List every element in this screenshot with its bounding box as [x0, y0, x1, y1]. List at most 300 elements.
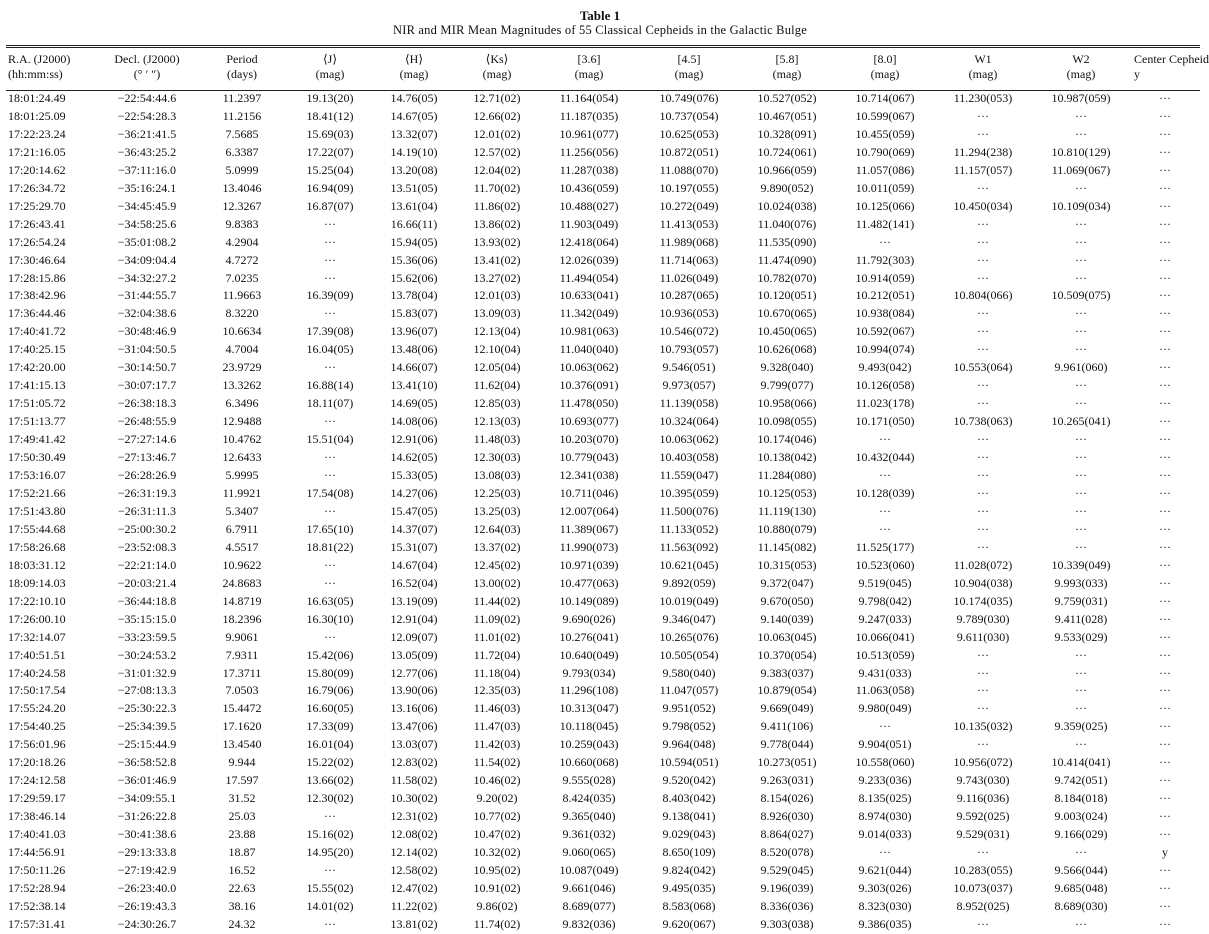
table-cell: 12.31(02): [390, 809, 438, 824]
table-cell: −31:04:50.5: [117, 342, 177, 357]
table-cell: 6.3387: [225, 144, 259, 159]
table-cell: 10.633(041): [559, 288, 619, 303]
table-cell: 17:55:24.20: [8, 701, 66, 716]
column-name: [4.5]: [677, 52, 701, 66]
table-row: [6, 916, 1200, 934]
table-cell: 15.16(02): [306, 827, 354, 842]
table-cell: −30:24:53.2: [117, 647, 177, 662]
table-row: [6, 826, 1200, 844]
table-row: [6, 234, 1200, 252]
table-cell: 10.063(062): [559, 360, 619, 375]
column-name: ⟨Ks⟩: [485, 52, 509, 66]
table-cell: ···: [1075, 234, 1087, 249]
table-cell: 11.133(052): [659, 521, 719, 536]
table-cell: 17:40:41.72: [8, 324, 66, 339]
table-cell: 9.993(033): [1054, 575, 1108, 590]
table-cell: −24:30:26.7: [117, 916, 177, 931]
table-cell: ···: [977, 378, 989, 393]
table-cell: 9.670(050): [760, 593, 814, 608]
table-cell: ···: [1159, 629, 1171, 644]
table-cell: ···: [977, 737, 989, 752]
table-row: [6, 270, 1200, 288]
table-cell: −26:19:43.3: [117, 898, 177, 913]
table-cell: ···: [977, 845, 989, 860]
table-cell: 9.620(067): [662, 916, 716, 931]
table-cell: 9.890(052): [760, 180, 814, 195]
table-cell: 10.810(129): [1051, 144, 1111, 159]
table-cell: ···: [977, 916, 989, 931]
table-cell: 17:51:43.80: [8, 503, 66, 518]
table-cell: 10.46(02): [473, 773, 521, 788]
table-cell: 10.546(072): [659, 324, 719, 339]
table-cell: 11.474(090): [757, 252, 817, 267]
table-cell: ···: [1159, 234, 1171, 249]
table-cell: 17.33(09): [306, 719, 354, 734]
table-cell: 23.88: [228, 827, 256, 842]
table-cell: 8.424(035): [562, 791, 616, 806]
table-cell: 12.341(038): [559, 468, 619, 483]
table-cell: 17:25:29.70: [8, 198, 66, 213]
column-name: R.A. (J2000): [8, 52, 71, 66]
table-subtitle: NIR and MIR Mean Magnitudes of 55 Classical Cepheids in the Galactic Bulge: [392, 23, 808, 37]
table-cell: 10.174(046): [757, 432, 817, 447]
table-cell: 13.09(03): [473, 306, 521, 321]
table-cell: 10.174(035): [953, 593, 1013, 608]
table-cell: 12.3267: [222, 198, 262, 213]
table-cell: 4.2904: [225, 234, 259, 249]
table-cell: 12.09(07): [390, 629, 438, 644]
table-cell: ···: [1159, 342, 1171, 357]
table-cell: −27:13:46.7: [117, 450, 177, 465]
table-cell: 13.78(04): [390, 288, 438, 303]
table-cell: 8.864(027): [760, 827, 814, 842]
table-cell: −36:21:41.5: [117, 126, 177, 141]
table-cell: ···: [324, 306, 336, 321]
table-cell: 16.79(06): [306, 683, 354, 698]
cepheid-table: [6, 52, 1209, 934]
table-cell: 11.187(035): [559, 108, 619, 123]
table-cell: ···: [977, 701, 989, 716]
table-cell: ···: [1159, 468, 1171, 483]
table-cell: 10.4762: [222, 432, 262, 447]
table-cell: 14.08(06): [390, 414, 438, 429]
table-cell: ···: [977, 539, 989, 554]
table-cell: 10.019(049): [659, 593, 719, 608]
column-name: ⟨H⟩: [404, 52, 424, 66]
table-cell: ···: [977, 665, 989, 680]
table-cell: 9.621(044): [858, 862, 912, 877]
table-cell: 12.026(039): [559, 252, 619, 267]
table-cell: 10.6634: [222, 324, 262, 339]
table-cell: ···: [1159, 198, 1171, 213]
table-cell: 9.140(039): [760, 611, 814, 626]
table-row: [6, 682, 1200, 700]
table-cell: 16.04(05): [306, 342, 354, 357]
column-name: Period: [226, 52, 258, 66]
table-row: [6, 341, 1200, 359]
table-cell: ···: [1159, 396, 1171, 411]
table-cell: 10.265(041): [1051, 414, 1111, 429]
table-cell: 9.580(040): [662, 665, 716, 680]
table-cell: 11.028(072): [953, 557, 1013, 572]
table-cell: 10.790(069): [855, 144, 915, 159]
table-cell: −34:58:25.6: [117, 216, 177, 231]
table-cell: 9.247(033): [858, 611, 912, 626]
table-cell: ···: [1159, 450, 1171, 465]
table-cell: 16.63(05): [306, 593, 354, 608]
table-cell: 8.650(109): [662, 845, 716, 860]
table-row: [6, 718, 1200, 736]
table-cell: 12.08(02): [390, 827, 438, 842]
table-cell: 11.535(090): [757, 234, 817, 249]
table-cell: ···: [1159, 898, 1171, 913]
table-cell: 15.83(07): [390, 306, 438, 321]
table-title: Table 1: [579, 8, 621, 23]
table-cell: 10.994(074): [855, 342, 915, 357]
table-cell: 23.9729: [222, 360, 262, 375]
table-cell: 11.069(067): [1051, 162, 1111, 177]
table-cell: 12.04(02): [473, 162, 521, 177]
table-cell: 10.467(051): [757, 108, 817, 123]
table-cell: 10.523(060): [855, 557, 915, 572]
table-cell: 12.13(03): [473, 414, 521, 429]
table-cell: 17:20:18.26: [8, 755, 66, 770]
column-header: [288, 52, 372, 90]
table-cell: 9.793(034): [562, 665, 616, 680]
table-cell: 9.003(024): [1054, 809, 1108, 824]
table-cell: 16.01(04): [306, 737, 354, 752]
table-cell: 11.54(02): [473, 755, 521, 770]
table-cell: 17:50:30.49: [8, 450, 66, 465]
table-cell: 11.42(03): [473, 737, 521, 752]
table-cell: 9.961(060): [1054, 360, 1108, 375]
table-cell: 8.403(042): [662, 791, 716, 806]
table-row: [6, 772, 1200, 790]
table-cell: 15.4472: [222, 701, 262, 716]
table-cell: 14.8719: [222, 593, 262, 608]
table-row: [6, 126, 1200, 144]
table-cell: 12.14(02): [390, 845, 438, 860]
table-cell: −35:16:24.1: [117, 180, 177, 195]
table-cell: ···: [324, 270, 336, 285]
table-cell: ···: [977, 647, 989, 662]
table-cell: ···: [1159, 432, 1171, 447]
table-cell: 13.16(06): [390, 701, 438, 716]
table-cell: 10.640(049): [559, 647, 619, 662]
table-cell: ···: [879, 503, 891, 518]
table-cell: 10.138(042): [757, 450, 817, 465]
table-cell: 11.22(02): [390, 898, 438, 913]
table-cell: ···: [1159, 108, 1171, 123]
table-cell: 13.81(02): [390, 916, 438, 931]
column-header: [836, 52, 934, 90]
table-cell: 11.230(053): [953, 91, 1013, 105]
table-cell: −22:54:28.3: [117, 108, 177, 123]
table-cell: 17:26:34.72: [8, 180, 66, 195]
table-cell: −26:31:11.3: [118, 503, 176, 518]
table-cell: 18:03:31.12: [8, 557, 66, 572]
table-cell: ···: [879, 719, 891, 734]
table-cell: ···: [1159, 737, 1171, 752]
table-cell: 10.149(089): [559, 593, 619, 608]
table-row: [6, 449, 1200, 467]
table-cell: 9.743(030): [956, 773, 1010, 788]
table-cell: y: [1162, 845, 1168, 860]
table-cell: ···: [1075, 539, 1087, 554]
table-cell: 8.336(036): [760, 898, 814, 913]
table-cell: 10.339(049): [1051, 557, 1111, 572]
table-cell: 10.880(079): [757, 521, 817, 536]
table-cell: 11.01(02): [473, 629, 521, 644]
table-cell: 5.9995: [225, 468, 259, 483]
table-cell: 10.738(063): [953, 414, 1013, 429]
table-cell: ···: [1159, 485, 1171, 500]
table-cell: 18.81(22): [306, 539, 354, 554]
table-cell: 10.125(066): [855, 198, 915, 213]
table-cell: 11.58(02): [390, 773, 438, 788]
table-cell: 17:52:21.66: [8, 485, 66, 500]
table-cell: 13.20(08): [390, 162, 438, 177]
table-cell: 17:36:44.46: [8, 306, 66, 321]
table-cell: 7.5685: [225, 126, 259, 141]
table-cell: 17:21:16.05: [8, 144, 66, 159]
table-cell: −29:13:33.8: [117, 845, 177, 860]
table-cell: 17:29:59.17: [8, 791, 66, 806]
table-cell: −34:45:45.9: [117, 198, 177, 213]
table-cell: ···: [324, 629, 336, 644]
table-cell: ···: [1159, 126, 1171, 141]
table-cell: 8.974(030): [858, 809, 912, 824]
table-cell: 9.759(031): [1054, 593, 1108, 608]
table-row: [6, 790, 1200, 808]
table-cell: 15.31(07): [390, 539, 438, 554]
table-cell: 17:54:40.25: [8, 719, 66, 734]
table-row: [6, 880, 1200, 898]
table-cell: 9.980(049): [858, 701, 912, 716]
table-cell: 10.670(065): [757, 306, 817, 321]
table-cell: ···: [879, 432, 891, 447]
column-header: [1130, 52, 1209, 90]
table-cell: 17:40:51.51: [8, 647, 66, 662]
column-name: [5.8]: [775, 52, 799, 66]
table-cell: 10.91(02): [473, 880, 521, 895]
table-cell: −33:23:59.5: [117, 629, 177, 644]
table-cell: 11.9921: [222, 485, 262, 500]
table-cell: 14.19(10): [390, 144, 438, 159]
table-cell: 19.13(20): [306, 91, 354, 105]
table-cell: 17.65(10): [306, 521, 354, 536]
table-cell: 9.411(028): [1054, 611, 1108, 626]
table-cell: ···: [1159, 270, 1171, 285]
table-cell: 10.724(061): [757, 144, 817, 159]
table-cell: ···: [977, 126, 989, 141]
table-cell: 17.3711: [222, 665, 262, 680]
table-cell: 9.798(042): [858, 593, 912, 608]
table-cell: 10.737(054): [659, 108, 719, 123]
table-cell: 8.323(030): [858, 898, 912, 913]
table-cell: 9.824(042): [662, 862, 716, 877]
column-unit: (mag): [399, 67, 429, 81]
table-cell: 17:52:38.14: [8, 898, 66, 913]
table-cell: 12.45(02): [473, 557, 521, 572]
table-cell: 16.52(04): [390, 575, 438, 590]
table-cell: 10.403(058): [659, 450, 719, 465]
table-cell: 14.69(05): [390, 396, 438, 411]
table-cell: 10.626(068): [757, 342, 817, 357]
table-cell: −22:21:14.0: [117, 557, 177, 572]
table-cell: 10.9622: [222, 557, 262, 572]
table-cell: 11.026(049): [659, 270, 719, 285]
table-cell: ···: [1159, 665, 1171, 680]
table-cell: 10.126(058): [855, 378, 915, 393]
table-cell: 14.95(20): [306, 845, 354, 860]
table-cell: ···: [324, 575, 336, 590]
column-unit: (mag): [968, 67, 998, 81]
table-cell: ···: [1075, 252, 1087, 267]
top-rule-double: [6, 47, 1200, 48]
table-cell: 10.872(051): [659, 144, 719, 159]
table-cell: 13.08(03): [473, 468, 521, 483]
table-cell: 9.546(051): [662, 360, 716, 375]
table-body: [6, 90, 1200, 934]
table-cell: ···: [879, 234, 891, 249]
table-cell: ···: [1159, 647, 1171, 662]
table-row: [6, 305, 1200, 323]
table-cell: ···: [1159, 701, 1171, 716]
table-cell: −34:32:27.2: [117, 270, 177, 285]
table-cell: 17:26:00.10: [8, 611, 66, 626]
table-cell: 12.91(04): [390, 611, 438, 626]
table-cell: 18.41(12): [306, 108, 354, 123]
table-cell: 11.2156: [222, 108, 262, 123]
table-cell: ···: [1075, 845, 1087, 860]
table-cell: ···: [324, 360, 336, 375]
table-cell: 9.798(052): [662, 719, 716, 734]
table-cell: 5.0999: [225, 162, 259, 177]
table-cell: ···: [977, 306, 989, 321]
table-cell: 17:30:46.64: [8, 252, 66, 267]
table-cell: 10.063(045): [757, 629, 817, 644]
table-cell: 11.157(057): [953, 162, 1013, 177]
table-cell: 13.61(04): [390, 198, 438, 213]
table-cell: 17:44:56.91: [8, 845, 66, 860]
table-cell: 10.287(065): [659, 288, 719, 303]
table-cell: ···: [977, 683, 989, 698]
table-cell: 10.509(075): [1051, 288, 1111, 303]
table-cell: 11.18(04): [473, 665, 521, 680]
table-cell: ···: [1159, 575, 1171, 590]
table-cell: 9.303(038): [760, 916, 814, 931]
table-cell: 12.83(02): [390, 755, 438, 770]
table-cell: ···: [1075, 216, 1087, 231]
table-cell: ···: [324, 809, 336, 824]
table-cell: 6.7911: [225, 521, 259, 536]
table-cell: 4.7004: [225, 342, 259, 357]
table-row: [6, 377, 1200, 395]
table-cell: ···: [1159, 611, 1171, 626]
table-cell: 9.520(042): [662, 773, 716, 788]
table-cell: ···: [977, 396, 989, 411]
table-cell: −26:38:18.3: [117, 396, 177, 411]
table-cell: 10.804(066): [953, 288, 1013, 303]
table-cell: ···: [1075, 180, 1087, 195]
table-cell: 13.00(02): [473, 575, 521, 590]
table-row: [6, 252, 1200, 270]
table-cell: 10.592(067): [855, 324, 915, 339]
table-cell: 9.386(035): [858, 916, 912, 931]
table-cell: 9.742(051): [1054, 773, 1108, 788]
table-cell: 10.265(076): [659, 629, 719, 644]
table-cell: ···: [324, 414, 336, 429]
table-cell: 12.77(06): [390, 665, 438, 680]
table-cell: 7.9311: [225, 647, 259, 662]
table-cell: −31:44:55.7: [117, 288, 177, 303]
table-cell: 9.799(077): [760, 378, 814, 393]
table-cell: 9.669(049): [760, 701, 814, 716]
table-cell: 9.86(02): [476, 898, 518, 913]
table-cell: ···: [1159, 144, 1171, 159]
table-cell: −31:26:22.8: [117, 809, 177, 824]
table-cell: 7.0235: [225, 270, 259, 285]
table-cell: 11.389(067): [559, 521, 619, 536]
table-cell: −27:27:14.6: [117, 432, 177, 447]
table-cell: 10.125(053): [757, 485, 817, 500]
table-cell: 17.1620: [222, 719, 262, 734]
column-header: [640, 52, 738, 90]
table-cell: 11.164(054): [559, 91, 619, 105]
table-cell: ···: [1075, 665, 1087, 680]
table-row: [6, 144, 1200, 162]
table-row: [6, 216, 1200, 234]
table-cell: ···: [1159, 324, 1171, 339]
table-cell: ···: [977, 180, 989, 195]
table-cell: 12.57(02): [473, 144, 521, 159]
table-cell: ···: [1075, 647, 1087, 662]
table-cell: 12.25(03): [473, 485, 521, 500]
table-cell: ···: [1159, 773, 1171, 788]
table-cell: ···: [1159, 414, 1171, 429]
table-cell: ···: [324, 503, 336, 518]
column-unit: y: [1134, 67, 1140, 81]
table-cell: −34:09:04.4: [117, 252, 177, 267]
table-cell: 12.30(03): [473, 450, 521, 465]
table-cell: 13.41(02): [473, 252, 521, 267]
table-cell: 8.583(068): [662, 898, 716, 913]
table-cell: 10.553(064): [953, 360, 1013, 375]
table-cell: 9.383(037): [760, 665, 814, 680]
table-cell: 14.37(07): [390, 521, 438, 536]
column-header: [934, 52, 1032, 90]
table-cell: ···: [1075, 396, 1087, 411]
table-cell: 10.024(038): [757, 198, 817, 213]
column-header: [738, 52, 836, 90]
table-cell: 11.2397: [222, 91, 262, 105]
table-cell: 11.792(303): [855, 252, 915, 267]
table-caption: [0, 8, 1200, 38]
table-cell: ···: [1075, 450, 1087, 465]
table-cell: ···: [977, 108, 989, 123]
table-cell: 10.324(064): [659, 414, 719, 429]
table-row: [6, 575, 1200, 593]
table-cell: 12.71(02): [473, 91, 521, 105]
table-cell: ···: [977, 324, 989, 339]
table-cell: ···: [1159, 360, 1171, 375]
table-cell: 17:22:10.10: [8, 593, 66, 608]
table-cell: 10.315(053): [757, 557, 817, 572]
header-row: [6, 52, 1200, 90]
table-cell: 10.063(062): [659, 432, 719, 447]
table-cell: 11.989(068): [659, 234, 719, 249]
